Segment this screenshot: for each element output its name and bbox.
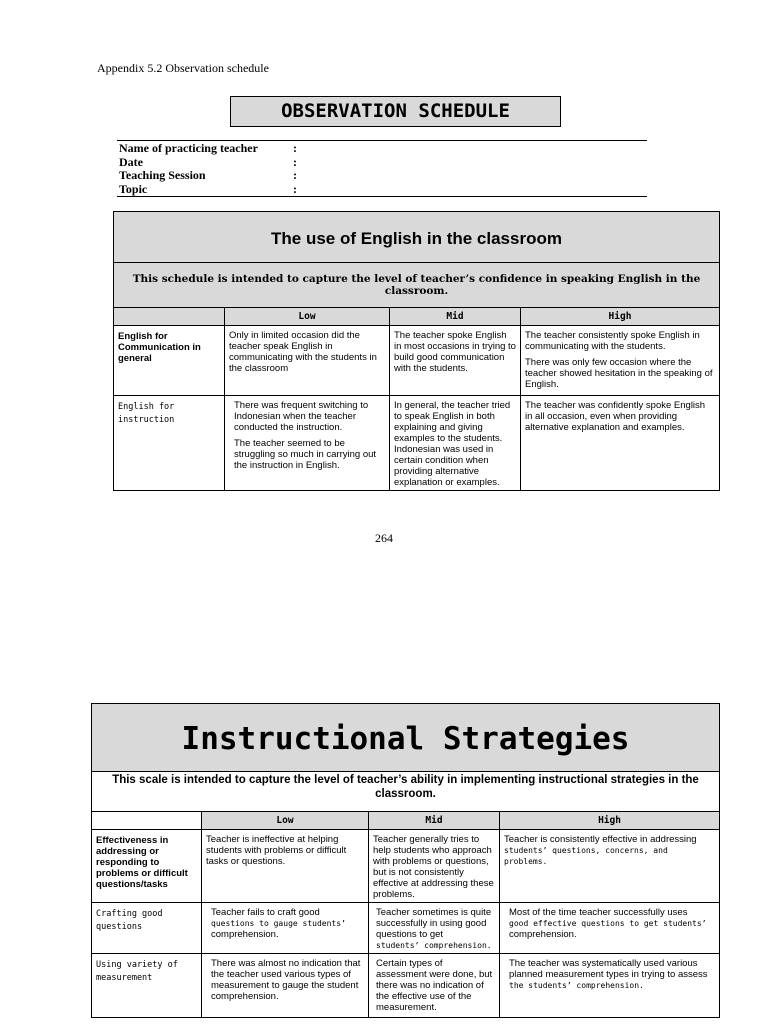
level-mid: Mid <box>369 812 500 830</box>
cell-text: students’ questions, concerns, and problems. <box>504 846 668 866</box>
high-cell <box>500 830 720 903</box>
cell-text: comprehension. <box>211 929 279 940</box>
meta-row-name <box>117 142 647 156</box>
row-label: English for Communication in general <box>114 326 225 396</box>
cell-text: Most of the time teacher successfully uses <box>509 907 688 918</box>
row-label: Crafting good questions <box>92 903 202 954</box>
level-low: Low <box>225 308 390 326</box>
meta-colon: : <box>293 168 297 182</box>
meta-label: Teaching Session <box>119 168 206 182</box>
meta-colon: : <box>293 141 297 155</box>
cell-text: comprehension. <box>509 929 577 940</box>
cell-text: good effective questions to get students’ <box>509 919 707 928</box>
level-blank-cell <box>92 812 202 830</box>
meta-row-topic <box>117 183 647 197</box>
mid-cell: Teacher generally tries to help students who approach with problems or questions, but is not consistently effective at addressing these problems. <box>369 830 500 903</box>
teacher-info-block <box>117 140 647 197</box>
table-row <box>92 830 720 903</box>
low-cell <box>202 903 369 954</box>
strategies-heading: Instructional Strategies <box>181 721 630 757</box>
meta-label: Date <box>119 154 143 169</box>
meta-label: Topic <box>119 181 148 196</box>
cell-text: The teacher consistently spoke English in communicating with the students. <box>525 330 700 352</box>
appendix-caption: Appendix 5.2 Observation schedule <box>97 61 269 75</box>
strategies-intro: This scale is intended to capture the level of teacher’s ability in implementing instructional strategies in the classroom. <box>92 772 720 812</box>
mid-cell <box>369 903 500 954</box>
cell-text: The teacher spoke English in most occasions in trying to build good communication with the students. <box>394 330 516 374</box>
strategies-heading-cell <box>92 704 720 772</box>
cell-text: questions to gauge students’ <box>211 919 346 928</box>
table-row <box>114 396 720 491</box>
low-cell <box>225 326 390 396</box>
table-row <box>92 903 720 954</box>
english-use-table <box>113 211 720 491</box>
page-title: OBSERVATION SCHEDULE <box>230 96 561 127</box>
cell-text: Teacher is consistently effective in addressing <box>504 834 697 845</box>
cell-text: the students’ comprehension. <box>509 981 644 990</box>
low-cell: Teacher is ineffective at helping students with problems or difficult tasks or questions. <box>202 830 369 903</box>
table-row <box>114 326 720 396</box>
english-use-header <box>114 212 720 308</box>
cell-text: Only in limited occasion did the teacher speak English in communicating with the students in the classroom <box>229 330 377 374</box>
page-number: 264 <box>375 531 393 545</box>
mid-cell: Certain types of assessment were done, but there was no indication of the effective use of the measurement. <box>369 954 500 1018</box>
level-mid: Mid <box>390 308 521 326</box>
high-cell <box>500 903 720 954</box>
meta-colon: : <box>293 181 297 196</box>
high-cell <box>500 954 720 1018</box>
meta-colon: : <box>293 154 297 169</box>
instructional-strategies-table <box>91 703 720 1018</box>
meta-label: Name of practicing teacher <box>119 141 258 155</box>
mid-cell <box>390 326 521 396</box>
english-use-intro: This schedule is intended to capture the level of teacher’s confidence in speaking English in the classroom. <box>114 262 719 297</box>
meta-row-date <box>117 156 647 170</box>
cell-text: students’ comprehension. <box>376 941 492 950</box>
low-cell <box>225 396 390 491</box>
english-use-heading: The use of English in the classroom <box>271 229 562 248</box>
level-high: High <box>500 812 720 830</box>
cell-text: There was frequent switching to Indonesian when the teacher conducted the instruction. <box>234 400 369 433</box>
cell-text: The teacher was confidently spoke English in all occasion, even when providing alternative explanation and examples. <box>525 400 706 433</box>
cell-text: The teacher was systematically used various planned measurement types in trying to assess <box>509 958 708 980</box>
level-high: High <box>521 308 720 326</box>
cell-text: There was only few occasion where the teacher showed hesitation in the speaking of English. <box>525 357 713 390</box>
mid-cell <box>390 396 521 491</box>
cell-text: Teacher fails to craft good <box>211 907 320 918</box>
cell-text: Teacher sometimes is quite successfully in using good questions to get <box>376 907 492 940</box>
high-cell <box>521 326 720 396</box>
row-label: English for instruction <box>114 396 225 491</box>
level-low: Low <box>202 812 369 830</box>
level-blank-cell <box>114 308 225 326</box>
row-label: Using variety of measurement <box>92 954 202 1018</box>
meta-row-session <box>117 169 647 183</box>
row-label: Effectiveness in addressing or responding to problems or difficult questions/tasks <box>92 830 202 903</box>
table-row <box>92 954 720 1018</box>
cell-text: In general, the teacher tried to speak English in both explaining and giving examples to the students. Indonesian was used in certain condition when providing alternative explanation or examples. <box>394 400 511 488</box>
low-cell: There was almost no indication that the teacher used various types of measurement to gauge the student comprehension. <box>202 954 369 1018</box>
high-cell <box>521 396 720 491</box>
cell-text: The teacher seemed to be struggling so much in carrying out the instruction in English. <box>234 438 377 471</box>
